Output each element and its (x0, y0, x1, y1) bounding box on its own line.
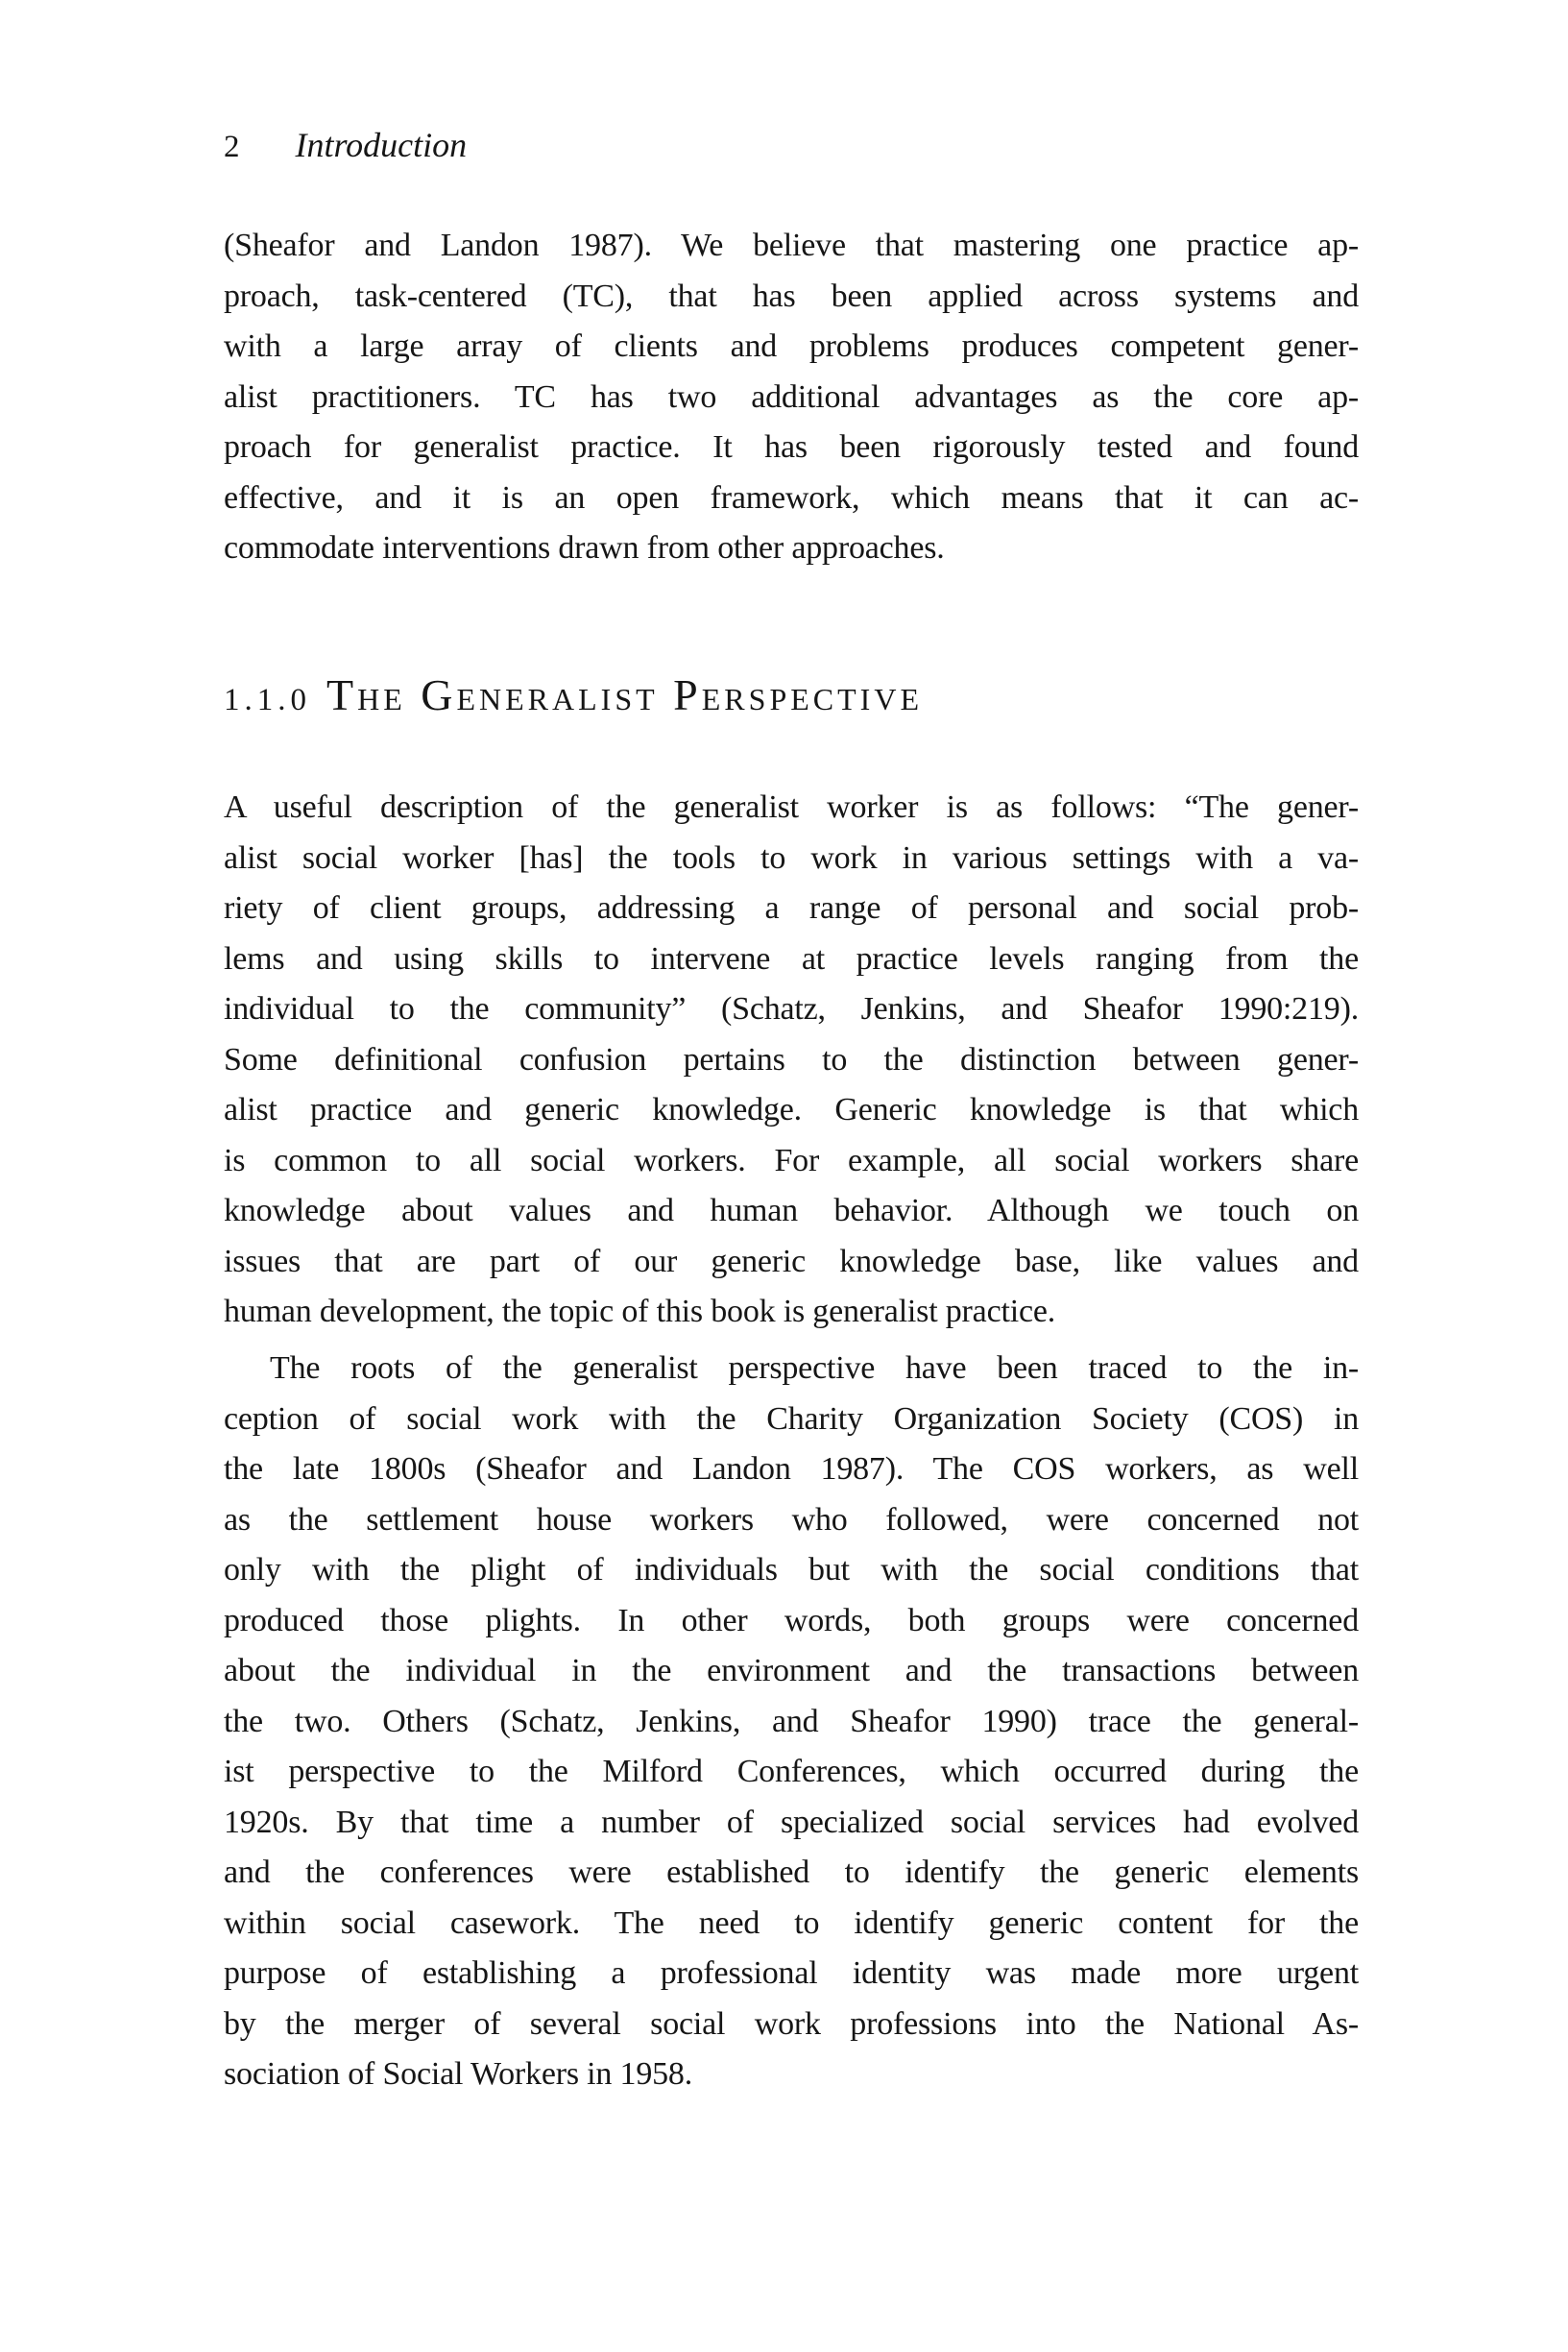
text-line: is common to all social workers. For example, all social workers share (224, 1142, 1359, 1178)
paragraph (224, 1344, 1359, 2100)
text-line: as the settlement house workers who followed, were concerned not (224, 1501, 1359, 1538)
text-line: only with the plight of individuals but with the social conditions that (224, 1552, 1359, 1588)
text-line: sociation of Social Workers in 1958. (224, 2056, 693, 2092)
text-line: ception of social work with the Charity Organization Society (COS) in (224, 1400, 1359, 1437)
text-line: by the merger of several social work professions into the National As- (224, 2005, 1359, 2042)
text-line: alist practice and generic knowledge. Generic knowledge is that which (224, 1092, 1359, 1128)
section-title: The Generalist Perspective (326, 670, 923, 719)
section-heading (224, 668, 1359, 733)
page-number: 2 (224, 130, 240, 164)
text-line: human development, the topic of this book is generalist practice. (224, 1294, 1056, 1329)
text-line: A useful description of the generalist worker is as follows: “The gener- (224, 789, 1359, 825)
paragraph (224, 221, 1359, 574)
text-line: produced those plights. In other words, both groups were concerned (224, 1602, 1359, 1638)
running-header (224, 124, 1359, 168)
text-line: lems and using skills to intervene at practice levels ranging from the (224, 940, 1359, 977)
text-line: about the individual in the environment and the transactions between (224, 1653, 1359, 1688)
text-line: purpose of establishing a professional identity was made more urgent (224, 1955, 1359, 1991)
text-line: alist practitioners. TC has two additional advantages as the core ap- (224, 378, 1359, 415)
text-line: commodate interventions drawn from other approaches. (224, 530, 945, 566)
text-line: 1920s. By that time a number of specialized social services had evolved (224, 1804, 1359, 1840)
text-line: within social casework. The need to identify generic content for the (224, 1904, 1359, 1941)
text-line: (Sheafor and Landon 1987). We believe that mastering one practice ap- (224, 228, 1359, 263)
text-line: proach for generalist practice. It has been rigorously tested and found (224, 429, 1359, 465)
text-line: and the conferences were established to identify the generic elements (224, 1855, 1359, 1890)
text-line: individual to the community” (Schatz, Jenkins, and Sheafor 1990:219). (224, 991, 1359, 1027)
text-line: knowledge about values and human behavior. Although we touch on (224, 1193, 1359, 1228)
text-line: proach, task-centered (TC), that has been applied across systems and (224, 278, 1359, 314)
text-line: The roots of the generalist perspective have been traced to the in- (270, 1350, 1359, 1386)
text-line: ist perspective to the Milford Conferences, which occurred during the (224, 1754, 1359, 1789)
section-number: 1.1.0 (224, 683, 311, 717)
paragraph (224, 783, 1359, 1338)
running-head-title: Introduction (295, 126, 468, 164)
text-line: with a large array of clients and problems produces competent gener- (224, 328, 1359, 364)
text-line: alist social worker [has] the tools to work in various settings with a va- (224, 839, 1359, 876)
text-line: riety of client groups, addressing a range of personal and social prob- (224, 890, 1359, 926)
text-line: effective, and it is an open framework, which means that it can ac- (224, 479, 1359, 516)
text-line: the late 1800s (Sheafor and Landon 1987). The COS workers, as well (224, 1451, 1359, 1487)
text-line: issues that are part of our generic knowledge base, like values and (224, 1243, 1359, 1279)
text-line: the two. Others (Schatz, Jenkins, and Sheafor 1990) trace the general- (224, 1703, 1359, 1739)
text-line: Some definitional confusion pertains to the distinction between gener- (224, 1041, 1359, 1078)
